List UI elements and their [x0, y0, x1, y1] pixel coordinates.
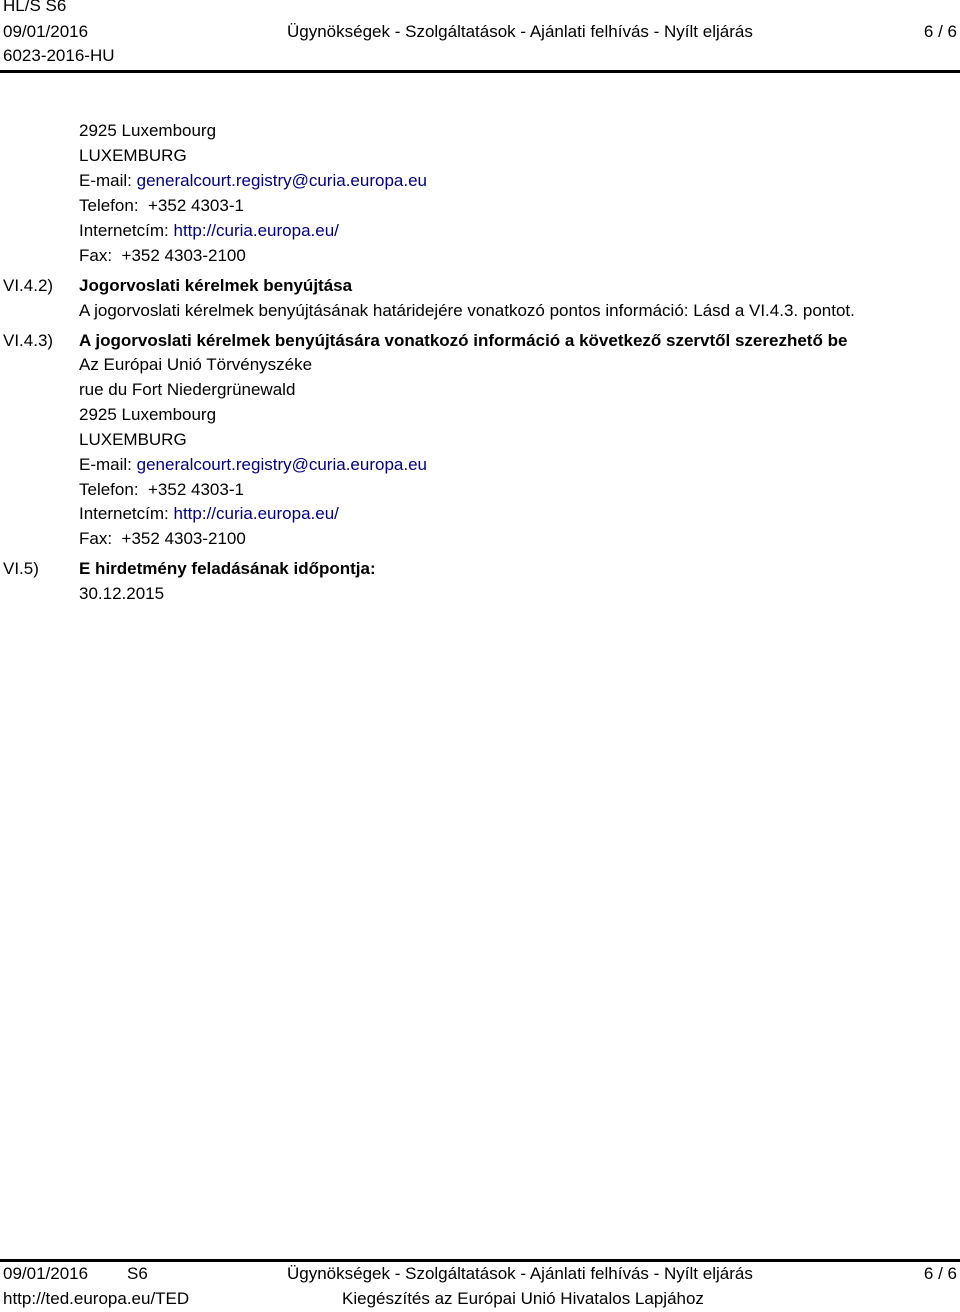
- section-643-web-link[interactable]: http://curia.europa.eu/: [173, 504, 339, 523]
- section-643-street: rue du Fort Niedergrünewald: [79, 380, 296, 399]
- section-642-number: VI.4.2): [3, 276, 54, 295]
- section-643-phone-label: Telefon:: [79, 480, 139, 499]
- section-643-email-label: E-mail:: [79, 455, 132, 474]
- section-65-date: 30.12.2015: [79, 584, 165, 603]
- top-web-label: Internetcím:: [79, 221, 169, 240]
- section-643-fax-value: +352 4303-2100: [121, 529, 246, 548]
- section-643-fax-row: [79, 527, 246, 552]
- header-ref: 6023-2016-HU: [3, 46, 115, 65]
- section-643-web-row: [79, 502, 339, 527]
- section-643-heading: A jogorvoslati kérelmek benyújtására vonatkozó információ a következő szervtől szerezhető be: [79, 331, 848, 350]
- footer-series: S6: [127, 1264, 148, 1283]
- top-phone-row: [79, 194, 244, 219]
- top-web-link[interactable]: http://curia.europa.eu/: [173, 221, 339, 240]
- footer-title: Ügynökségek - Szolgáltatások - Ajánlati felhívás - Nyílt eljárás: [287, 1264, 753, 1283]
- footer-page-number: 6 / 6: [923, 1264, 957, 1283]
- top-fax-value: +352 4303-2100: [121, 246, 246, 265]
- section-65-heading: E hirdetmény feladásának időpontja:: [79, 559, 376, 578]
- header-page-number: 6 / 6: [923, 22, 957, 41]
- section-642-heading: Jogorvoslati kérelmek benyújtása: [79, 276, 353, 295]
- section-643-phone-value: +352 4303-1: [148, 480, 244, 499]
- footer-supplement: Kiegészítés az Európai Unió Hivatalos Lapjához: [342, 1289, 704, 1308]
- top-city: 2925 Luxembourg: [79, 121, 217, 140]
- section-643-phone-row: [79, 478, 244, 503]
- header-doc-code: HL/S S6: [3, 0, 67, 15]
- header-title: Ügynökségek - Szolgáltatások - Ajánlati felhívás - Nyílt eljárás: [287, 22, 753, 41]
- footer-date: 09/01/2016: [3, 1264, 89, 1283]
- top-web-row: [79, 219, 339, 244]
- section-643-number: VI.4.3): [3, 331, 54, 350]
- top-fax-label: Fax:: [79, 246, 113, 265]
- section-643-org: Az Európai Unió Törvényszéke: [79, 355, 313, 374]
- section-643-fax-label: Fax:: [79, 529, 113, 548]
- top-email-row: [79, 169, 427, 194]
- footer-url: http://ted.europa.eu/TED: [3, 1289, 190, 1308]
- section-643-email-row: [79, 453, 427, 478]
- top-phone-label: Telefon:: [79, 196, 139, 215]
- top-fax-row: [79, 244, 246, 269]
- top-email-label: E-mail:: [79, 171, 132, 190]
- top-country: LUXEMBURG: [79, 146, 187, 165]
- section-642-text: A jogorvoslati kérelmek benyújtásának határidejére vonatkozó pontos információ: Lásd a VI.4.3. pontot.: [79, 301, 855, 320]
- section-643-web-label: Internetcím:: [79, 504, 169, 523]
- section-643-city: 2925 Luxembourg: [79, 405, 217, 424]
- header-rule: [0, 70, 960, 73]
- top-email-link[interactable]: generalcourt.registry@curia.europa.eu: [136, 171, 427, 190]
- top-phone-value: +352 4303-1: [148, 196, 244, 215]
- header-date: 09/01/2016: [3, 22, 89, 41]
- section-65-number: VI.5): [3, 559, 39, 578]
- section-643-country: LUXEMBURG: [79, 430, 187, 449]
- section-643-email-link[interactable]: generalcourt.registry@curia.europa.eu: [136, 455, 427, 474]
